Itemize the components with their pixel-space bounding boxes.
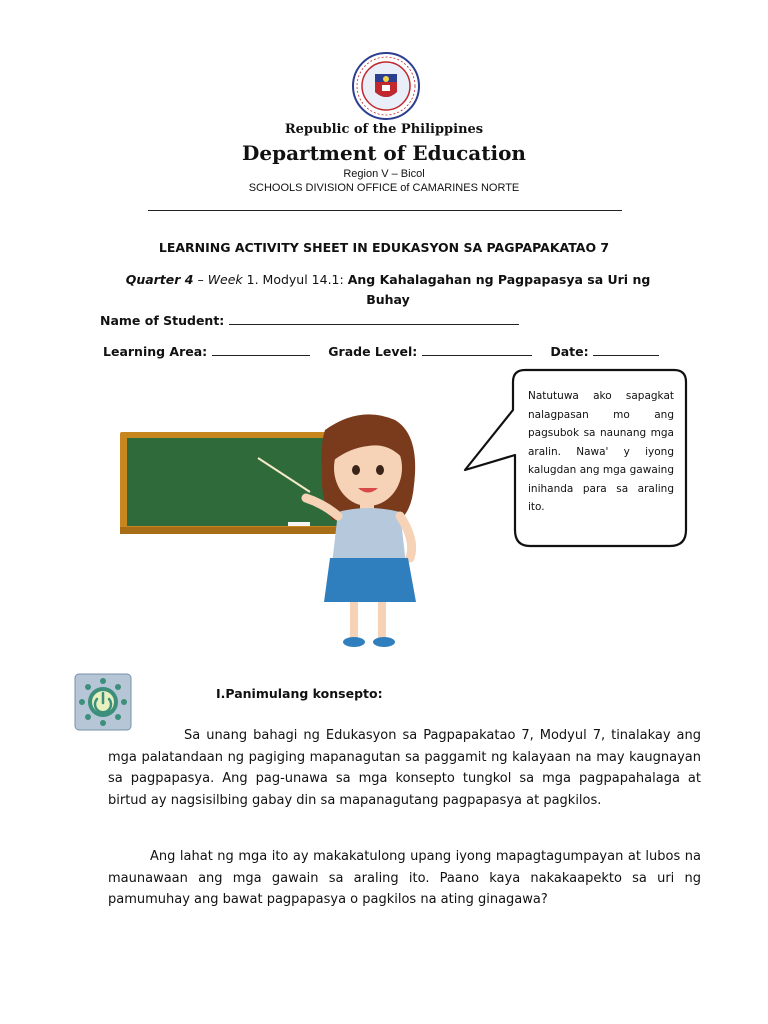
division-label: SCHOOLS DIVISION OFFICE of CAMARINES NORTE: [248, 182, 520, 194]
module-title: Ang Kahalagahan ng Pagpapasya sa Uri ng Buhay: [347, 272, 651, 307]
student-name-row: [100, 312, 519, 328]
info-fields-row: [103, 343, 659, 359]
dash: –: [193, 272, 208, 287]
region-label: Region V – Bicol: [343, 168, 425, 180]
republic-heading: Republic of the Philippines: [284, 122, 484, 137]
learning-area-field[interactable]: [212, 343, 310, 356]
grade-level-field[interactable]: [422, 343, 532, 356]
week-label: Week: [207, 272, 243, 287]
speech-bubble-text: Natutuwa ako sapagkat nalagpasan mo ang pagsubok sa naunang mga aralin. Nawa' y iyong kalugdan ang mga gawaing inihanda para sa araling ito.: [528, 390, 674, 513]
department-heading: Department of Education: [242, 141, 526, 165]
sheet-title: LEARNING ACTIVITY SHEET IN EDUKASYON SA PAGPAPAKATAO 7: [158, 240, 610, 255]
quarter-label: Quarter 4: [125, 272, 194, 287]
date-label: Date:: [550, 344, 589, 359]
intro-paragraph-1: Sa unang bahagi ng Edukasyon sa Pagpapakatao 7, Modyul 7, tinalakay ang mga palatandaan ng pagiging mapanagutan sa paggamit ng kalayaan na may kaugnayan sa pagpapasya. Ang pag-unawa sa mga konsepto tungkol sa mga pagpapahalaga at birtud ay nagsisilbing gabay din sa mapanagutang pagpapasya at pagkilos.: [108, 728, 701, 808]
teacher-illustration: [110, 380, 470, 660]
intro-paragraph-2: Ang lahat ng mga ito ay makakatulong upang iyong mapagtagumpayan at lubos na maunawaan ang mga gawain sa araling ito. Paano kaya nakakaapekto sa uri ng pamumuhay ang bawat pagpapasya o pagkilos na ating ginagawa?: [108, 849, 701, 907]
grade-level-label: Grade Level:: [328, 344, 418, 359]
chalkboard-image: [120, 432, 350, 534]
date-field[interactable]: [593, 343, 659, 356]
module-line: [118, 270, 658, 310]
student-name-field[interactable]: [229, 312, 519, 325]
section-title: I.Panimulang konsepto:: [216, 686, 383, 701]
deped-seal-logo: [352, 52, 420, 120]
week-module-number: 1. Modyul 14.1:: [242, 272, 348, 287]
power-gear-icon: [74, 673, 132, 731]
learning-area-label: Learning Area:: [103, 344, 208, 359]
header-divider: [148, 210, 622, 211]
student-name-label: Name of Student:: [100, 313, 225, 328]
